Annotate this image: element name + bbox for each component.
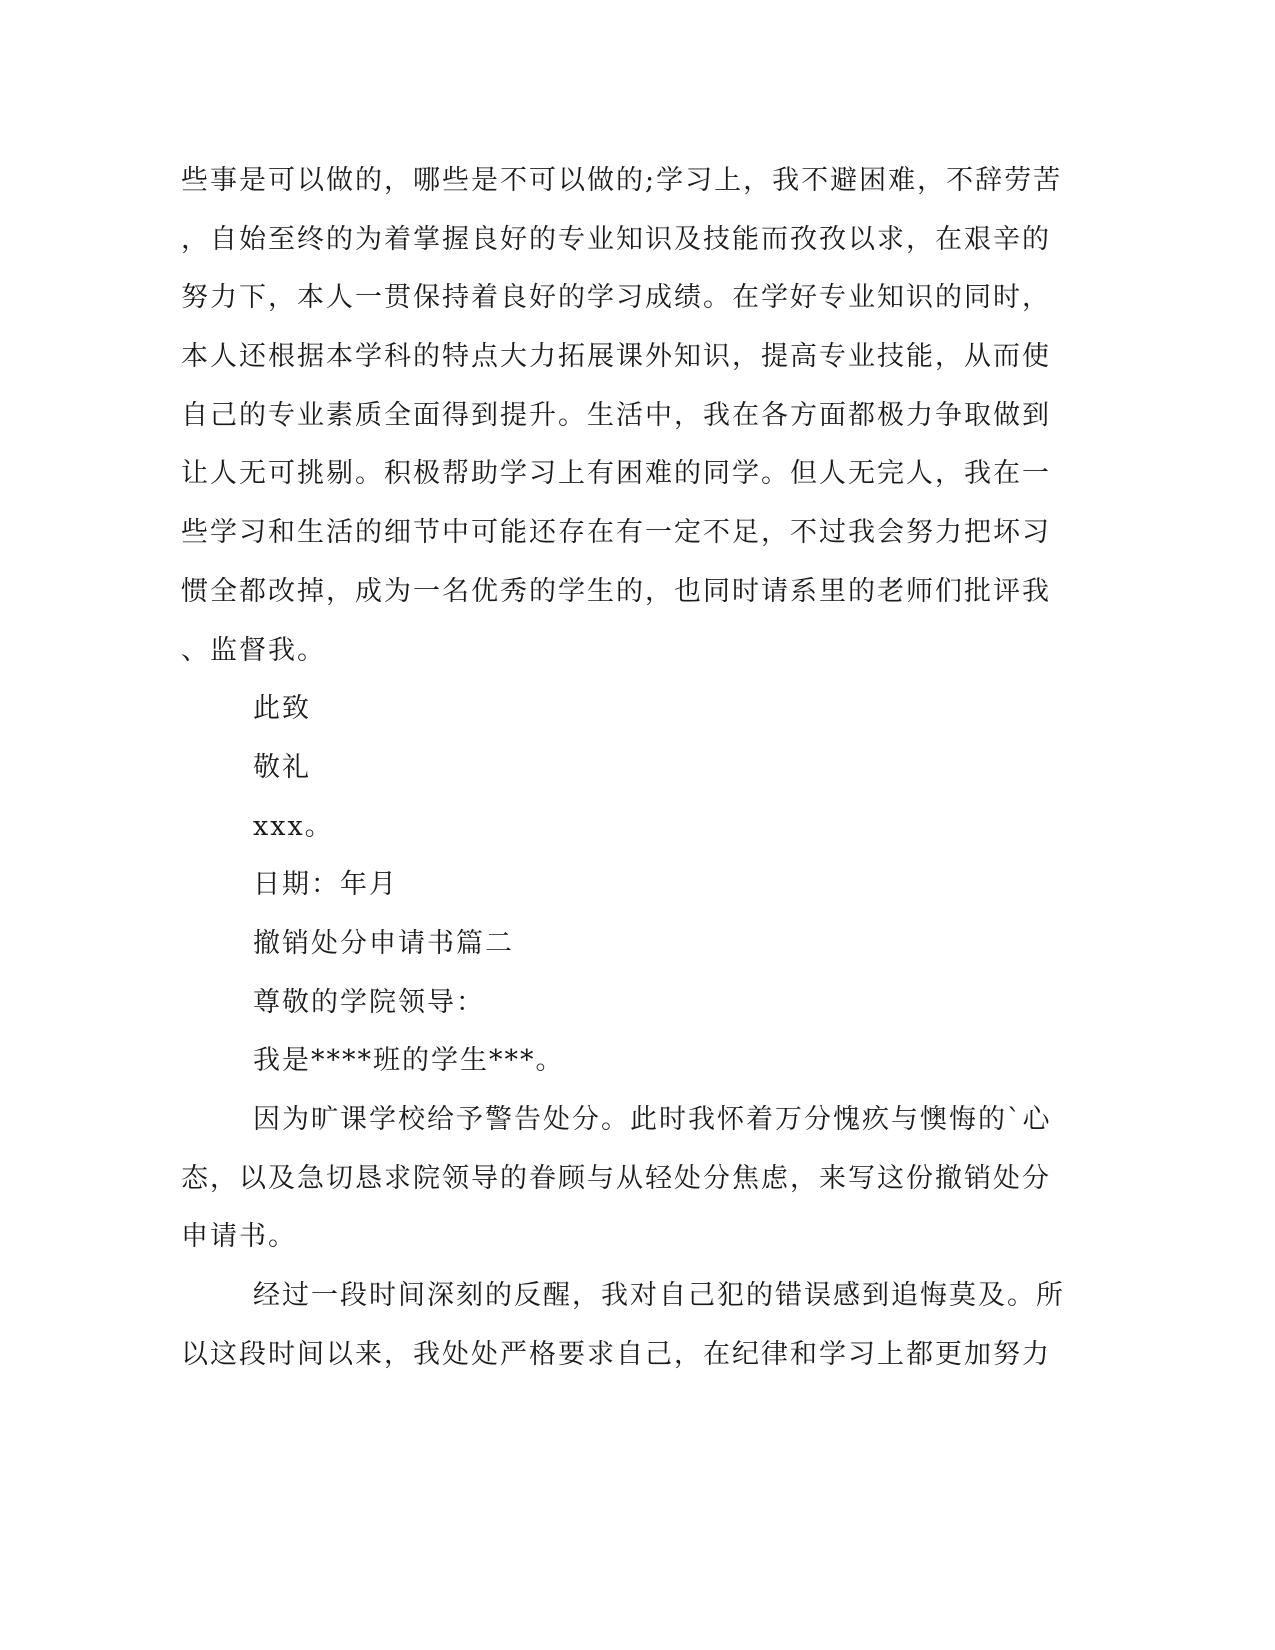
text-line: 让人无可挑剔。积极帮助学习上有困难的同学。但人无完人，我在一 [181, 458, 1051, 490]
text-line: 本人还根据本学科的特点大力拓展课外知识，提高专业技能，从而使 [181, 341, 1051, 373]
paragraph-1 [181, 158, 1063, 686]
paragraph-3 [181, 1273, 1065, 1390]
text-line: 因为旷课学校给予警告处分。此时我怀着万分愧疚与懊悔的`心 [253, 1104, 1052, 1135]
section-title: 撤销处分申请书篇二 [253, 927, 514, 959]
text-line: 以这段时间以来，我处处严格要求自己，在纪律和学习上都更加努力 [181, 1338, 1051, 1370]
text-line: 惯全都改掉，成为一名优秀的学生的，也同时请系里的老师们批评我 [181, 575, 1051, 607]
salutation: 尊敬的学院领导： [253, 986, 485, 1018]
text-line: 自己的专业素质全面得到提升。生活中，我在各方面都极力争取做到 [181, 399, 1051, 431]
date-line: 日期：年月 [253, 869, 398, 901]
text-line: 态，以及急切恳求院领导的眷顾与从轻处分焦虑，来写这份撤销处分 [181, 1162, 1051, 1194]
text-line: 些学习和生活的细节中可能还存在有一定不足，不过我会努力把坏习 [181, 517, 1051, 549]
text-line: 些事是可以做的，哪些是不可以做的;学习上，我不避困难，不辞劳苦 [181, 165, 1063, 196]
signature: xxx。 [253, 810, 334, 842]
closing-regards: 敬礼 [253, 751, 311, 783]
text-line: 经过一段时间深刻的反醒，我对自己犯的错误感到追悔莫及。所 [253, 1280, 1065, 1312]
closing-salute: 此致 [253, 693, 311, 725]
document-body [181, 158, 1065, 1390]
intro-line: 我是****班的学生***。 [253, 1045, 565, 1077]
paragraph-2 [181, 1097, 1052, 1273]
text-line: 、监督我。 [181, 634, 326, 666]
text-line: 申请书。 [181, 1221, 297, 1253]
text-line: 努力下，本人一贯保持着良好的学习成绩。在学好专业知识的同时， [181, 282, 1051, 314]
text-line: ，自始至终的为着掌握良好的专业知识及技能而孜孜以求，在艰辛的 [181, 223, 1051, 255]
